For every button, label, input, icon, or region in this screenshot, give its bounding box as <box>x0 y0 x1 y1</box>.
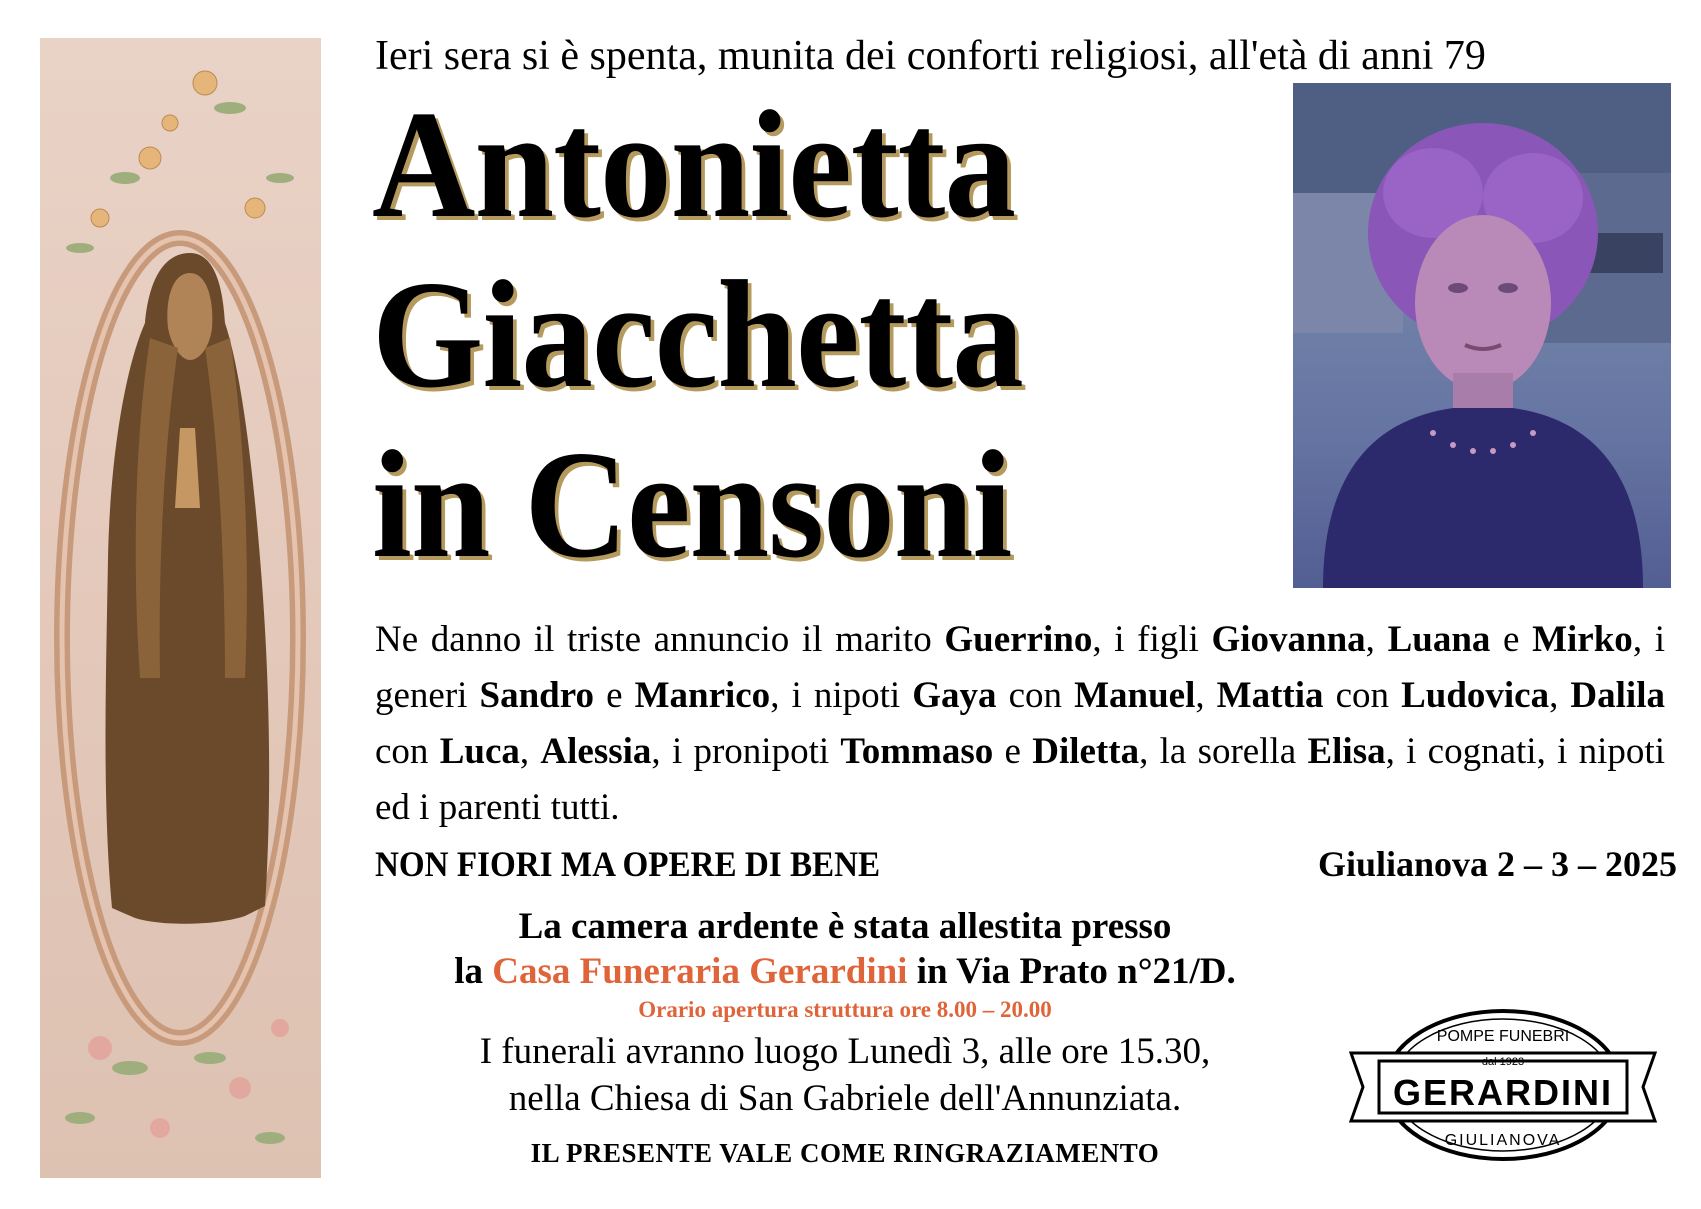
funeral-line-1: I funerali avranno luogo Lunedì 3, alle ore 15.30, <box>479 1031 1211 1072</box>
logo-top-text: POMPE FUNEBRI <box>1436 1028 1570 1045</box>
chapel-line-1: La camera ardente è stata allestita presso <box>518 906 1172 947</box>
name-elisa: Elisa <box>1307 731 1386 772</box>
logo-brand: GERARDINI <box>1392 1072 1614 1113</box>
name-mattia: Mattia <box>1216 675 1324 716</box>
name-tommaso: Tommaso <box>840 731 994 772</box>
date-place: Giulianova 2 – 3 – 2025 <box>1317 844 1677 884</box>
name-luana: Luana <box>1387 619 1491 660</box>
name-manrico: Manrico <box>634 675 771 716</box>
gerardini-logo-graphic <box>1343 1005 1663 1165</box>
name-manuel: Manuel <box>1074 675 1196 716</box>
madonna-decorative-panel <box>40 38 321 1178</box>
portrait-illustration <box>1293 83 1671 588</box>
thanks-notice: IL PRESENTE VALE COME RINGRAZIAMENTO <box>530 1138 1160 1168</box>
name-married: in Censoni <box>372 420 1012 590</box>
funeral-home-name: Casa Funeraria Gerardini <box>492 951 908 992</box>
deceased-photo <box>1293 83 1671 588</box>
name-mirko: Mirko <box>1532 619 1633 660</box>
name-guerrino: Guerrino <box>944 619 1093 660</box>
gerardini-logo <box>1343 1005 1663 1165</box>
name-giovanna: Giovanna <box>1211 619 1366 660</box>
name-gaya: Gaya <box>912 675 997 716</box>
announcement-paragraph: Ne danno il triste annuncio il marito Guerrino, i figli Giovanna, Luana e Mirko, i generi Sandro e Manrico, i nipoti Gaya con Manuel, Mattia con Ludovica, Dalila con Luca, Alessia, i pronipoti Tommaso e Diletta, la sorella Elisa, i cognati, i nipoti ed i parenti tutti. <box>375 619 1665 828</box>
logo-since: dal 1923 <box>1481 1056 1525 1068</box>
chapel-line-2: la Casa Funeraria Gerardini in Via Prato n°21/D. <box>454 951 1236 992</box>
name-sandro: Sandro <box>479 675 595 716</box>
name-surname: Giacchetta <box>372 250 1023 420</box>
intro-line: Ieri sera si è spenta, munita dei conforti religiosi, all'età di anni 79 <box>375 33 1486 79</box>
logo-city: GIULIANOVA <box>1444 1132 1562 1149</box>
opening-hours: Orario apertura struttura ore 8.00 – 20.00 <box>638 997 1052 1022</box>
name-first: Antonietta <box>372 80 1016 250</box>
name-diletta: Diletta <box>1032 731 1140 772</box>
name-ludovica: Ludovica <box>1401 675 1550 716</box>
funeral-line-2: nella Chiesa di San Gabriele dell'Annunziata. <box>508 1078 1182 1119</box>
name-dalila: Dalila <box>1570 675 1665 716</box>
no-flowers-notice: NON FIORI MA OPERE DI BENE <box>375 844 881 884</box>
name-luca: Luca <box>439 731 520 772</box>
madonna-illustration <box>40 38 321 1178</box>
name-alessia: Alessia <box>540 731 652 772</box>
